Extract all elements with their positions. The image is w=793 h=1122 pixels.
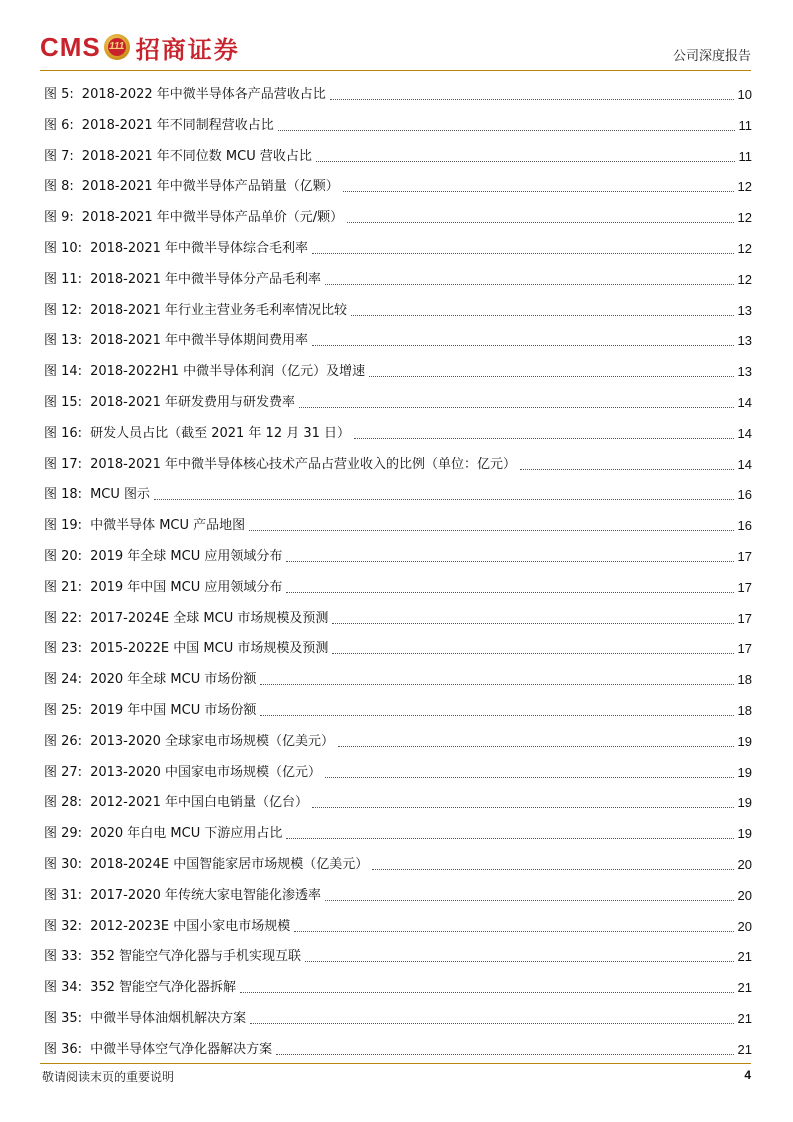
toc-entry[interactable]: [44, 515, 752, 535]
page-reference: 12: [737, 241, 752, 256]
page-reference: 19: [737, 826, 752, 842]
figure-title: 2018-2021 年行业主营业务毛利率情况比较: [90, 302, 348, 318]
dot-leader: [312, 344, 733, 346]
toc-entry[interactable]: [44, 1039, 752, 1059]
figure-title: 2018-2024E 中国智能家居市场规模（亿美元）: [90, 857, 369, 872]
page-reference: 21: [737, 1011, 752, 1026]
page-reference: 13: [737, 333, 752, 349]
toc-entry-label: [44, 302, 347, 320]
page-reference: 12: [737, 271, 752, 287]
dot-leader: [278, 129, 735, 131]
page-reference: 21: [737, 1041, 752, 1057]
toc-entry-label: [44, 363, 365, 381]
figure-title: 352 智能空气净化器与手机实现互联: [90, 949, 302, 965]
toc-entry[interactable]: [44, 792, 752, 812]
toc-entry-label: [44, 887, 321, 905]
page-reference: 17: [737, 549, 752, 564]
figure-title: 2015-2022E 中国 MCU 市场规模及预测: [90, 641, 329, 657]
page-reference: 14: [737, 395, 752, 410]
toc-entry-label: [44, 918, 290, 936]
dot-leader: [312, 806, 733, 808]
toc-entry[interactable]: [44, 946, 752, 966]
toc-entry[interactable]: [44, 423, 752, 443]
dot-leader: [286, 560, 733, 562]
figure-number: 图 31:: [44, 887, 83, 903]
page-reference: 20: [737, 887, 752, 903]
toc-entry-label: [44, 794, 308, 812]
figure-title: 中微半导体空气净化器解决方案: [90, 1041, 273, 1057]
toc-entry-label: [44, 517, 245, 535]
page-reference: 11: [738, 148, 752, 164]
toc-entry-label: [44, 948, 301, 966]
toc-entry-label: [44, 394, 295, 412]
dot-leader: [240, 991, 734, 993]
dot-leader: [351, 314, 733, 316]
disclaimer-note: 敬请阅读末页的重要说明: [42, 1070, 175, 1084]
figure-number: 图 34:: [44, 980, 83, 996]
dot-leader: [343, 190, 734, 192]
dot-leader: [325, 776, 733, 778]
toc-entry[interactable]: [44, 762, 752, 782]
toc-entry-label: [44, 548, 282, 566]
figure-number: 图 36:: [44, 1041, 83, 1057]
figure-title: 352 智能空气净化器拆解: [90, 980, 237, 996]
toc-entry-label: [44, 86, 326, 104]
page-reference: 17: [737, 579, 752, 595]
page-reference: 13: [737, 302, 752, 318]
toc-entry[interactable]: [44, 916, 752, 936]
header-divider: [40, 70, 751, 71]
logo-emblem-text: 111: [108, 38, 126, 56]
figure-number: 图 17:: [44, 456, 83, 472]
figure-number: 图 9:: [44, 210, 74, 226]
dot-leader: [325, 283, 733, 285]
page-reference: 12: [737, 210, 752, 226]
dot-leader: [276, 1053, 733, 1055]
toc-entry-label: [44, 1010, 246, 1028]
page-reference: 11: [738, 117, 752, 133]
page-reference: 20: [737, 857, 752, 872]
figure-number: 图 21:: [44, 579, 83, 595]
page-number: 4: [744, 1068, 751, 1082]
figure-number: 图 35:: [44, 1011, 83, 1026]
toc-entry-label: [44, 425, 350, 443]
dot-leader: [520, 468, 733, 470]
toc-entry-label: [44, 733, 334, 751]
figure-number: 图 16:: [44, 425, 83, 441]
toc-entry[interactable]: [44, 238, 752, 258]
figure-number: 图 14:: [44, 364, 83, 380]
report-type-label: 公司深度报告: [672, 49, 751, 64]
company-logo: [40, 32, 240, 62]
toc-entry[interactable]: [44, 1008, 752, 1028]
figure-title: 2019 年全球 MCU 应用领域分布: [90, 549, 283, 564]
toc-entry-label: [44, 332, 308, 350]
figure-title: 2012-2023E 中国小家电市场规模: [90, 918, 291, 934]
page-reference: 14: [737, 456, 752, 472]
figure-number: 图 33:: [44, 949, 83, 965]
toc-entry-label: [44, 610, 328, 628]
figure-number: 图 23:: [44, 641, 83, 657]
toc-entry-label: [44, 271, 321, 289]
dot-leader: [372, 868, 733, 870]
toc-entry[interactable]: [44, 269, 752, 289]
page-reference: 16: [737, 487, 752, 503]
page-reference: 13: [737, 364, 752, 380]
dot-leader: [325, 899, 733, 901]
figure-number: 图 6:: [44, 117, 74, 133]
toc-entry-label: [44, 825, 282, 843]
figure-title: 2018-2021 年中微半导体产品单价（元/颗）: [81, 210, 344, 226]
figure-number: 图 12:: [44, 302, 83, 318]
dot-leader: [338, 745, 733, 747]
toc-entry[interactable]: [44, 84, 752, 104]
figure-title: 2018-2021 年中微半导体综合毛利率: [90, 241, 309, 256]
toc-entry[interactable]: [44, 392, 752, 412]
figure-number: 图 27:: [44, 764, 83, 780]
figure-title: MCU 图示: [90, 487, 151, 503]
figure-title: 2018-2022H1 中微半导体利润（亿元）及增速: [90, 364, 366, 380]
page-reference: 21: [737, 980, 752, 996]
figure-title: 2019 年中国 MCU 应用领域分布: [90, 579, 283, 595]
toc-entry[interactable]: [44, 731, 752, 751]
figure-number: 图 20:: [44, 549, 83, 564]
toc-entry[interactable]: [44, 577, 752, 597]
toc-entry-label: [44, 579, 282, 597]
dot-leader: [316, 160, 735, 162]
toc-entry-label: [44, 702, 256, 720]
toc-entry[interactable]: [44, 608, 752, 628]
figure-number: 图 10:: [44, 241, 83, 256]
dot-leader: [154, 498, 734, 500]
figure-title: 2018-2021 年中微半导体期间费用率: [90, 333, 309, 349]
figure-number: 图 19:: [44, 518, 83, 534]
page-reference: 20: [737, 918, 752, 934]
toc-entry-label: [44, 640, 328, 658]
toc-entry[interactable]: [44, 330, 752, 350]
logo-chinese-text: 招商证券: [135, 35, 240, 64]
toc-entry-label: [44, 178, 339, 196]
figure-title: 2019 年中国 MCU 市场份额: [90, 703, 257, 718]
figure-number: 图 29:: [44, 826, 83, 842]
page-reference: 18: [737, 672, 752, 688]
page-reference: 17: [737, 610, 752, 626]
page-reference: 19: [737, 795, 752, 811]
figure-title: 2017-2020 年传统大家电智能化渗透率: [90, 887, 322, 903]
toc-entry[interactable]: [44, 454, 752, 474]
toc-entry[interactable]: [44, 546, 752, 566]
figure-number: 图 11:: [44, 271, 83, 287]
figure-number: 图 25:: [44, 703, 83, 718]
dot-leader: [286, 837, 733, 839]
toc-entry-label: [44, 209, 343, 227]
dot-leader: [286, 591, 733, 593]
dot-leader: [330, 98, 734, 100]
page-reference: 19: [737, 764, 752, 780]
dot-leader: [305, 960, 734, 962]
figure-title: 2018-2021 年研发费用与研发费率: [90, 395, 296, 410]
page-reference: 14: [737, 425, 752, 441]
page-reference: 12: [737, 179, 752, 195]
page-reference: 19: [737, 733, 752, 749]
dot-leader: [347, 221, 733, 223]
toc-entry-label: [44, 856, 368, 874]
figure-number: 图 8:: [44, 179, 74, 195]
figure-number: 图 22:: [44, 610, 83, 626]
logo-emblem-icon: [104, 34, 130, 60]
toc-entry[interactable]: [44, 484, 752, 504]
toc-entry[interactable]: [44, 885, 752, 905]
toc-entry-label: [44, 240, 308, 258]
toc-entry-label: [44, 456, 516, 474]
page-reference: 16: [737, 518, 752, 534]
toc-entry-label: [44, 671, 256, 689]
figure-title: 2012-2021 年中国白电销量（亿台）: [90, 795, 309, 811]
figure-number: 图 30:: [44, 857, 83, 872]
toc-entry[interactable]: [44, 176, 752, 196]
toc-entry-label: [44, 148, 312, 166]
figure-number: 图 32:: [44, 918, 83, 934]
dot-leader: [294, 930, 733, 932]
toc-entry[interactable]: [44, 638, 752, 658]
page-header: [0, 0, 793, 80]
dot-leader: [354, 437, 734, 439]
footer-divider: [40, 1063, 751, 1064]
figure-number: 图 13:: [44, 333, 83, 349]
figure-title: 2020 年白电 MCU 下游应用占比: [90, 826, 283, 842]
figure-number: 图 7:: [44, 148, 74, 164]
toc-entry-label: [44, 979, 236, 997]
toc-entry[interactable]: [44, 361, 752, 381]
figure-title: 2018-2021 年中微半导体产品销量（亿颗）: [81, 179, 339, 195]
logo-latin-text: CMS: [40, 31, 101, 62]
figure-number: 图 15:: [44, 395, 83, 410]
toc-entry[interactable]: [44, 823, 752, 843]
figure-title: 研发人员占比（截至 2021 年 12 月 31 日）: [90, 425, 351, 441]
figure-number: 图 28:: [44, 795, 83, 811]
figure-number: 图 5:: [44, 87, 74, 102]
dot-leader: [260, 683, 733, 685]
figure-number: 图 24:: [44, 672, 83, 688]
dot-leader: [369, 375, 733, 377]
figure-title: 2018-2021 年不同位数 MCU 营收占比: [81, 148, 312, 164]
toc-entry[interactable]: [44, 700, 752, 720]
toc-entry[interactable]: [44, 977, 752, 997]
page-reference: 10: [737, 87, 752, 102]
page-reference: 18: [737, 703, 752, 718]
toc-entry[interactable]: [44, 146, 752, 166]
figure-title: 中微半导体 MCU 产品地图: [90, 518, 246, 534]
figure-number: 图 18:: [44, 487, 83, 503]
toc-entry[interactable]: [44, 207, 752, 227]
toc-entry[interactable]: [44, 115, 752, 135]
figure-title: 2020 年全球 MCU 市场份额: [90, 672, 257, 688]
toc-entry[interactable]: [44, 854, 752, 874]
toc-entry-label: [44, 764, 321, 782]
figure-title: 中微半导体油烟机解决方案: [90, 1011, 247, 1026]
toc-entry[interactable]: [44, 300, 752, 320]
dot-leader: [260, 714, 733, 716]
figure-title: 2018-2022 年中微半导体各产品营收占比: [81, 87, 326, 102]
page-reference: 17: [737, 641, 752, 657]
toc-entry-label: [44, 486, 150, 504]
dot-leader: [312, 252, 733, 254]
toc-entry-label: [44, 1041, 272, 1059]
dot-leader: [332, 622, 733, 624]
figure-title: 2017-2024E 全球 MCU 市场规模及预测: [90, 610, 329, 626]
dot-leader: [250, 1022, 733, 1024]
dot-leader: [332, 652, 733, 654]
dot-leader: [299, 406, 733, 408]
toc-entry-label: [44, 117, 274, 135]
figure-number: 图 26:: [44, 733, 83, 749]
figure-title: 2013-2020 中国家电市场规模（亿元）: [90, 764, 322, 780]
figure-title: 2018-2021 年不同制程营收占比: [81, 117, 274, 133]
dot-leader: [249, 529, 733, 531]
page-reference: 21: [737, 949, 752, 965]
figure-title: 2013-2020 全球家电市场规模（亿美元）: [90, 733, 335, 749]
figure-title: 2018-2021 年中微半导体分产品毛利率: [90, 271, 322, 287]
toc-entry[interactable]: [44, 669, 752, 689]
figure-title: 2018-2021 年中微半导体核心技术产品占营业收入的比例（单位：亿元）: [90, 456, 517, 472]
